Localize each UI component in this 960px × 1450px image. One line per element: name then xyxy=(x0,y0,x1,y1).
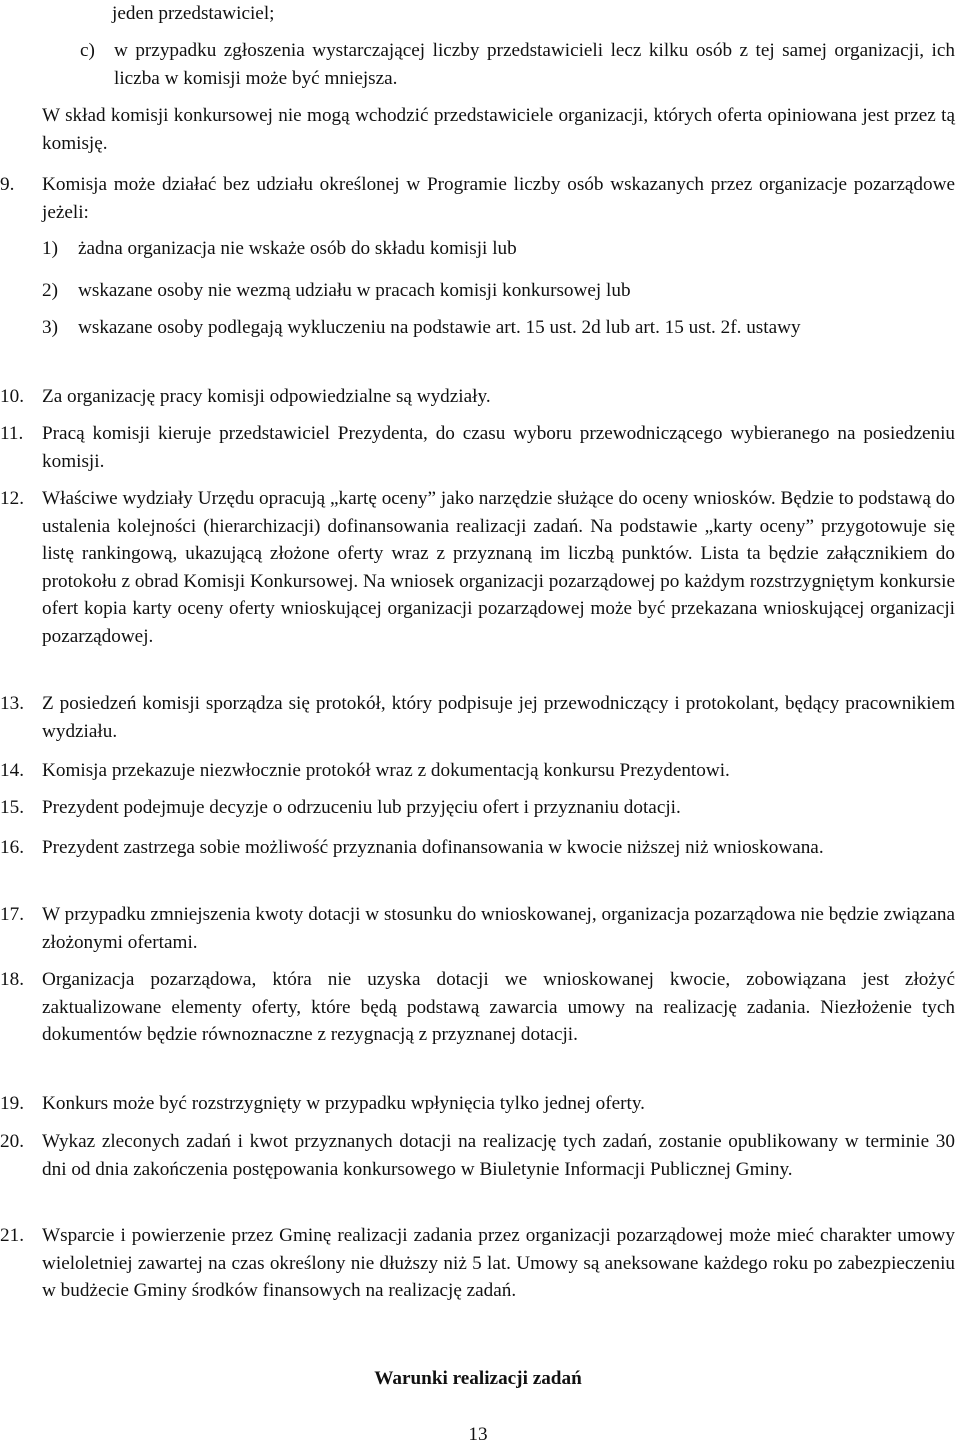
list-item-text: Konkurs może być rozstrzygnięty w przypadku wpłynięcia tylko jednej oferty. xyxy=(42,1093,645,1114)
section-heading: Warunki realizacji zadań xyxy=(374,1368,582,1389)
list-item-number: 11. xyxy=(0,423,24,444)
list-item-text: W przypadku zmniejszenia kwoty dotacji w stosunku do wnioskowanej, organizacja pozarządowa nie będzie związana złożonymi ofertami. xyxy=(42,904,955,953)
list-item-text: Właściwe wydziały Urzędu opracują „kartę oceny” jako narzędzie służące do oceny wniosków. Będzie to podstawą do ustalenia kolejności (hierarchizacji) dofinansowania realizacji zadań. Na podstawie „karty oceny” przygotowuje się listę rankingową, ukazującą złożone oferty wraz z przyznaną im liczbą punktów. Lista ta będzie załącznikiem do protokołu z obrad Komisji Konkursowej. Na wniosek organizacji pozarządowej po każdym rozstrzygniętym konkursie ofert kopia karty oceny oferty wnioskującej organizacji pozarządowej może być przekazana wnioskującej organizacji pozarządowej. xyxy=(42,488,955,647)
list-item-number: 20. xyxy=(0,1131,24,1152)
paragraph-item-8-text: W skład komisji konkursowej nie mogą wchodzić przedstawiciele organizacji, których oferta opiniowana jest przez tą komisję. xyxy=(42,105,955,154)
list-item-text: Pracą komisji kieruje przedstawiciel Prezydenta, do czasu wyboru przewodniczącego wybieranego na posiedzeniu komisji. xyxy=(42,423,955,472)
sub-item-text: wskazane osoby podlegają wykluczeniu na podstawie art. 15 ust. 2d lub art. 15 ust. 2f. ustawy xyxy=(78,317,801,338)
list-item-number: 15. xyxy=(0,797,24,818)
sub-item-marker: 3) xyxy=(42,317,58,338)
list-item-text: Wsparcie i powierzenie przez Gminę realizacji zadania przez organizacji pozarządowej może mieć charakter umowy wieloletniej zawartej na czas określony nie dłuższy niż 5 lat. Umowy są aneksowane każdego roku po zabezpieczeniu w budżecie Gminy środków finansowych na realizację zadań. xyxy=(42,1225,955,1301)
list-item-number: 9. xyxy=(0,174,15,195)
list-item-number: 17. xyxy=(0,904,24,925)
list-item-text: w przypadku zgłoszenia wystarczającej liczby przedstawicieli lecz kilku osób z tej samej organizacji, ich liczba w komisji może być mniejsza. xyxy=(114,40,955,89)
top-continuation-line: jeden przedstawiciel; xyxy=(112,3,275,24)
list-item-text: Organizacja pozarządowa, która nie uzyska dotacji we wnioskowanej kwocie, zobowiązana jest złożyć zaktualizowane elementy oferty, które będą podstawą zawarcia umowy na realizację zadania. Niezłożenie tych dokumentów będzie równoznaczne z rezygnacją z przyznanej dotacji. xyxy=(42,969,955,1045)
list-item-number: 10. xyxy=(0,386,24,407)
list-item-number: 21. xyxy=(0,1225,24,1246)
list-item-number: 19. xyxy=(0,1093,24,1114)
list-item-number: 16. xyxy=(0,837,24,858)
list-item-text: Z posiedzeń komisji sporządza się protokół, który podpisuje jej przewodniczący i protokolant, będący pracownikiem wydziału. xyxy=(42,693,955,742)
list-item-text: Prezydent zastrzega sobie możliwość przyznania dofinansowania w kwocie niższej niż wnioskowana. xyxy=(42,837,824,858)
list-item-marker: c) xyxy=(80,40,95,61)
list-item-text: Wykaz zleconych zadań i kwot przyznanych dotacji na realizację tych zadań, zostanie opublikowany w terminie 30 dni od dnia zakończenia postępowania konkursowego w Biuletynie Informacji Publicznej Gminy. xyxy=(42,1131,955,1180)
sub-item-text: wskazane osoby nie wezmą udziału w pracach komisji konkursowej lub xyxy=(78,280,631,301)
list-item-text: Za organizację pracy komisji odpowiedzialne są wydziały. xyxy=(42,386,491,407)
sub-item-marker: 1) xyxy=(42,238,58,259)
list-item-text: Komisja może działać bez udziału określonej w Programie liczby osób wskazanych przez organizacje pozarządowe jeżeli: xyxy=(42,174,955,223)
sub-item-marker: 2) xyxy=(42,280,58,301)
list-item-text: Prezydent podejmuje decyzje o odrzuceniu lub przyjęciu ofert i przyznaniu dotacji. xyxy=(42,797,681,818)
sub-item-text: żadna organizacja nie wskaże osób do składu komisji lub xyxy=(78,238,517,259)
list-item-text: Komisja przekazuje niezwłocznie protokół wraz z dokumentacją konkursu Prezydentowi. xyxy=(42,760,730,781)
page-number: 13 xyxy=(468,1424,488,1445)
list-item-number: 14. xyxy=(0,760,24,781)
list-item-number: 13. xyxy=(0,693,24,714)
list-item-number: 12. xyxy=(0,488,24,509)
list-item-number: 18. xyxy=(0,969,24,990)
